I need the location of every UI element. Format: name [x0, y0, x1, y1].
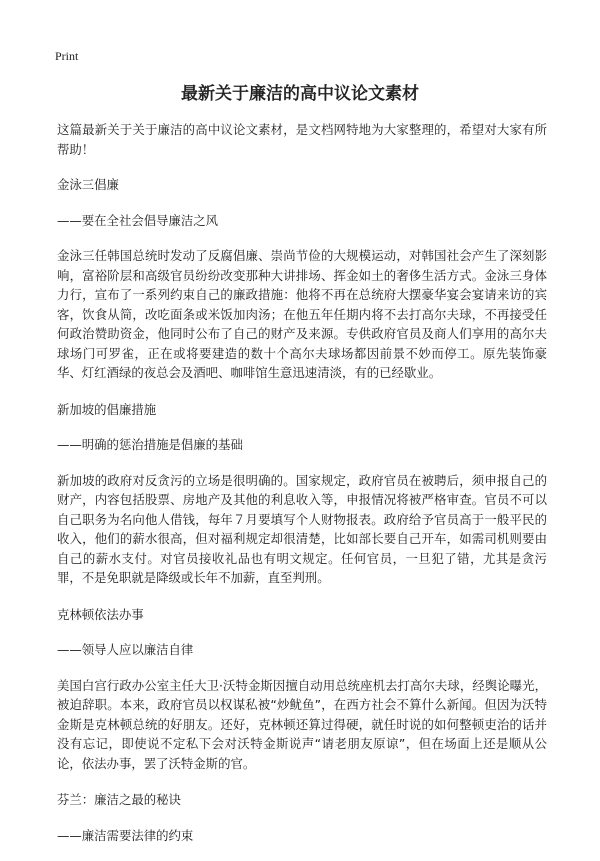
document-content — [57, 120, 547, 861]
section-body: 新加坡的政府对反贪污的立场是很明确的。国家规定，政府官员在被聘后，须申报自己的财产，内容包括股票、房地产及其他的利息收入等，申报情况将被严格审查。官员不可以自己职务为名向他人借钱，每年７月要填写个人财物报表。政府给予官员高于一般平民的收入，他们的薪水很高，但对福利规定却很清楚，比如部长要自己开车，如需司机则要由自己的薪水支付。对官员接收礼品也有明文规定。任何官员，一旦犯了错，尤其是贪污罪，不是免职就是降级或长年不加薪，直至判刑。 — [57, 472, 547, 585]
document-title: 最新关于廉洁的高中议论文素材 — [181, 84, 419, 104]
section-subtitle: ——明确的惩治措施是倡廉的基础 — [57, 437, 243, 452]
section-body: 金泳三任韩国总统时发动了反腐倡廉、崇尚节俭的大规模运动，对韩国社会产生了深刻影响，富裕阶层和高级官员纷纷改变那种大讲排场、挥金如土的奢侈生活方式。金泳三身体力行，宣布了一系列约束自己的廉政措施：他将不再在总统府大摆豪华宴会宴请来访的宾客，饮食从简，改吃面条或米饭加肉汤；在他五年任期内将不去打高尔夫球，不再接受任何政治赞助资金，他同时公布了自己的财产及来源。专供政府官员及商人们享用的高尔夫球场门可罗雀，正在或将要建造的数十个高尔夫球场都因前景不妙而停工。原先装饰豪华、灯红酒绿的夜总会及酒吧、咖啡馆生意迅速清淡，有的已经歇业。 — [57, 248, 547, 380]
section-heading: 金泳三倡廉 — [57, 177, 119, 192]
intro-paragraph: 这篇最新关于关于廉洁的高中议论文素材，是文档网特地为大家整理的，希望对大家有所帮助！ — [57, 122, 547, 157]
section-subtitle: ——要在全社会倡导廉洁之风 — [57, 212, 219, 228]
section-subtitle: ——廉洁需要法律的约束 — [57, 827, 194, 843]
print-link[interactable]: Print — [55, 49, 79, 63]
section-heading: 芬兰：廉洁之最的秘诀 — [57, 792, 181, 807]
section-body: 美国白宫行政办公室主任大卫·沃特金斯因擅自动用总统座机去打高尔夫球，经舆论曝光，被迫辞职。本来，政府官员以权谋私被“炒鱿鱼”，在西方社会不算什么新闻。但因为沃特金斯是克林顿总统的好朋友。还好，克林顿还算过得硬，就任时说的如何整顿吏治的话并没有忘记，即使说不定私下会对沃特金斯说声“请老朋友原谅”，但在场面上还是顺从公论，依法办事，罢了沃特金斯的官。 — [57, 677, 547, 771]
section-heading: 克林顿依法办事 — [57, 606, 144, 622]
section-subtitle: ——领导人应以廉洁自律 — [57, 642, 194, 657]
section-heading: 新加坡的倡廉措施 — [57, 401, 157, 417]
